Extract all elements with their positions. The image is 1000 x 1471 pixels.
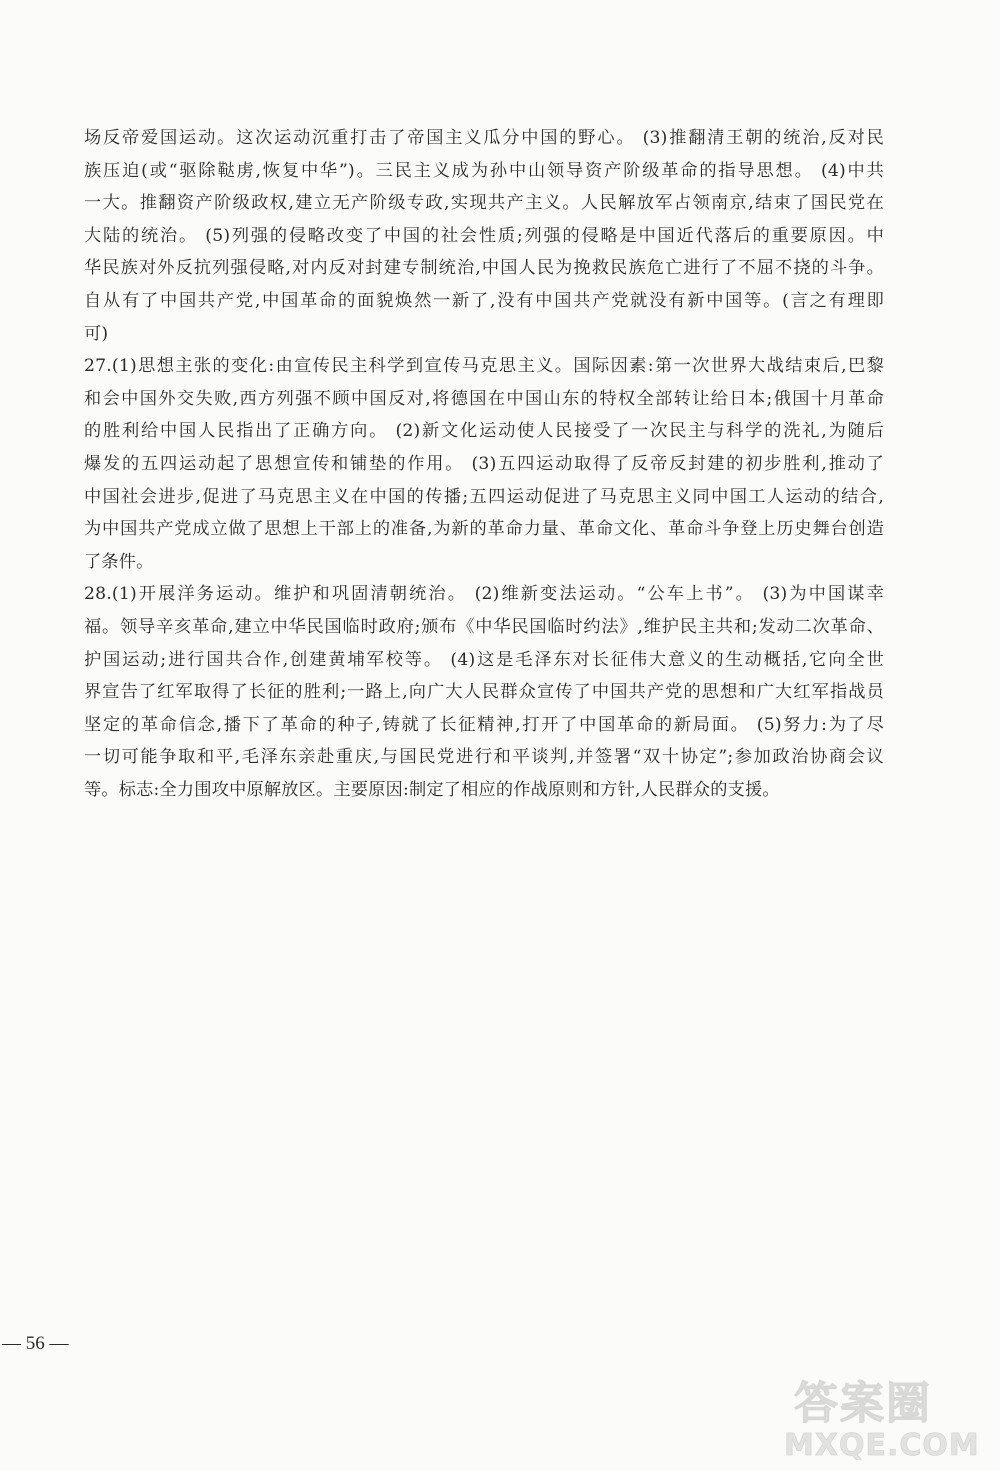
text-line: 自从有了中国共产党,中国革命的面貌焕然一新了,没有中国共产党就没有新中国等。(言之有理即 (84, 290, 884, 311)
text-line: 华民族对外反抗列强侵略,对内反对封建专制统治,中国人民为挽救民族危亡进行了不屈不挠的斗争。 (84, 258, 884, 279)
question-28-line: 28.(1)开展洋务运动。维护和巩固清朝统治。 (2)维新变法运动。“公车上书”。 (3)为中国谋幸 (84, 584, 884, 605)
text-line: 为中国共产党成立做了思想上干部上的准备,为新的革命力量、革命文化、革命斗争登上历史舞台创造 (84, 519, 884, 540)
text-line: 场反帝爱国运动。这次运动沉重打击了帝国主义瓜分中国的野心。 (3)推翻清王朝的统治,反对民 (84, 128, 884, 148)
text-line: 了条件。 (84, 551, 154, 572)
text-line: 中国社会进步,促进了马克思主义在中国的传播;五四运动促进了马克思主义同中国工人运动的结合, (84, 486, 884, 507)
answer-text-block (84, 122, 884, 806)
text-line: 可) (84, 323, 109, 344)
text-line: 坚定的革命信念,播下了革命的种子,铸就了长征精神,打开了中国革命的新局面。 (5)努力:为了尽 (84, 714, 884, 735)
text-line: 一切可能争取和平,毛泽东亲赴重庆,与国民党进行和平谈判,并签署“双十协定”;参加政治协商会议 (84, 747, 884, 768)
text-line: 等。标志:全力围攻中原解放区。主要原因:制定了相应的作战原则和方针,人民群众的支援。 (84, 779, 780, 800)
text-line: 护国运动;进行国共合作,创建黄埔军校等。 (4)这是毛泽东对长征伟大意义的生动概括,它向全世 (84, 649, 884, 670)
page-number: — 56 — (2, 1333, 69, 1354)
text-line: 福。领导辛亥革命,建立中华民国临时政府;颁布《中华民国临时约法》,维护民主共和;发动二次革命、 (84, 616, 884, 637)
text-line: 的胜利给中国人民指出了正确方向。 (2)新文化运动使人民接受了一次民主与科学的洗礼,为随后 (84, 421, 884, 442)
question-27-line: 27.(1)思想主张的变化:由宣传民主科学到宣传马克思主义。国际因素:第一次世界大战结束后,巴黎 (84, 356, 884, 377)
text-line: 族压迫(或“驱除鞑虏,恢复中华”)。三民主义成为孙中山领导资产阶级革命的指导思想。 (4)中共 (84, 160, 884, 181)
text-line: 一大。推翻资产阶级政权,建立无产阶级专政,实现共产主义。人民解放军占领南京,结束了国民党在 (84, 193, 884, 214)
text-line: 爆发的五四运动起了思想宣传和铺垫的作用。 (3)五四运动取得了反帝反封建的初步胜利,推动了 (84, 453, 884, 474)
text-line: 大陆的统治。 (5)列强的侵略改变了中国的社会性质;列强的侵略是中国近代落后的重要原因。中 (84, 225, 884, 246)
text-line: 和会中国外交失败,西方列强不顾中国反对,将德国在中国山东的特权全部转让给日本;俄国十月革命 (84, 388, 884, 409)
watermark-logo-text: 答案圈 (794, 1378, 932, 1429)
watermark-url: MXQE.COM (784, 1428, 980, 1463)
text-line: 界宣告了红军取得了长征的胜利;一路上,向广大人民群众宣传了中国共产党的思想和广大红军指战员 (84, 682, 884, 703)
watermark-logo (776, 1380, 986, 1466)
